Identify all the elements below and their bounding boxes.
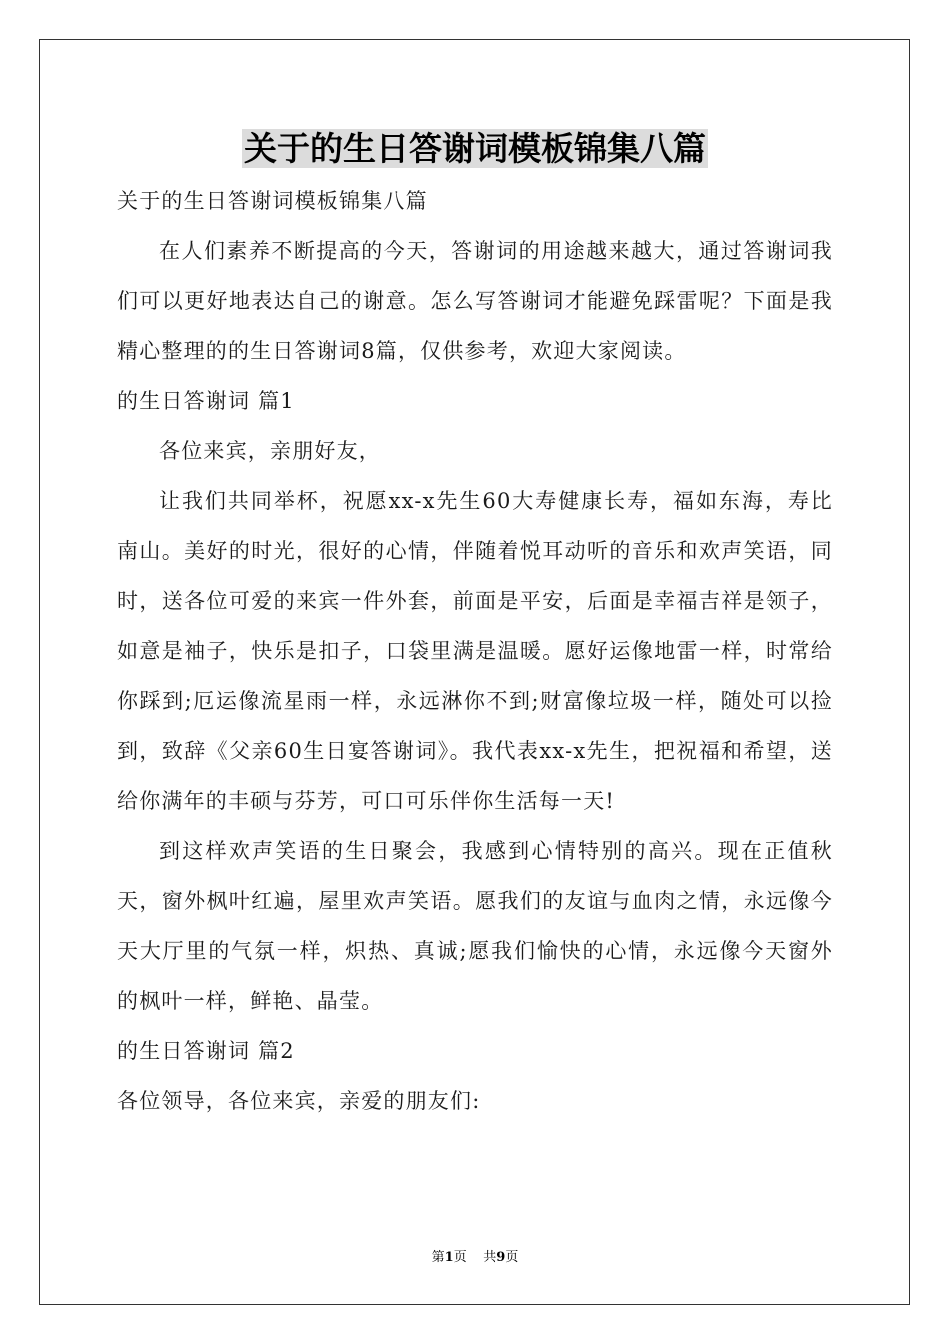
document-body bbox=[117, 176, 833, 1126]
page-footer bbox=[0, 1246, 950, 1265]
body-paragraph-1: 让我们共同举杯，祝愿xx-x先生60大寿健康长寿，福如东海，寿比南山。美好的时光，很好的心情，伴随着悦耳动听的音乐和欢声笑语，同时，送各位可爱的来宾一件外套，前面是平安，后面是幸福吉祥是领子，如意是袖子，快乐是扣子，口袋里满是温暖。愿好运像地雷一样，时常给你踩到;厄运像流星雨一样，永远淋你不到;财富像垃圾一样，随处可以捡到，致辞《父亲60生日宴答谢词》。我代表xx-x先生，把祝福和希望，送给你满年的丰硕与芬芳，可口可乐伴你生活每一天! bbox=[117, 489, 833, 813]
page-label-prefix: 第 bbox=[431, 1250, 445, 1265]
subtitle-paragraph: 关于的生日答谢词模板锦集八篇 bbox=[117, 189, 428, 213]
greeting-paragraph-2: 各位领导，各位来宾，亲爱的朋友们: bbox=[117, 1089, 481, 1113]
document-title-text: 关于的生日答谢词模板锦集八篇 bbox=[244, 129, 706, 168]
section-heading-2: 的生日答谢词 篇2 bbox=[117, 1039, 295, 1063]
document-title bbox=[0, 126, 950, 172]
greeting-paragraph-1: 各位来宾，亲朋好友， bbox=[159, 439, 381, 463]
total-label-suffix: 页 bbox=[505, 1250, 519, 1265]
page-number: 1 bbox=[444, 1250, 454, 1265]
page-label-suffix: 页 bbox=[453, 1250, 467, 1265]
section-heading-1: 的生日答谢词 篇1 bbox=[117, 389, 295, 413]
body-paragraph-2: 到这样欢声笑语的生日聚会，我感到心情特别的高兴。现在正值秋天，窗外枫叶红遍，屋里欢声笑语。愿我们的友谊与血肉之情，永远像今天大厅里的气氛一样，炽热、真诚;愿我们愉快的心情，永远像今天窗外的枫叶一样，鲜艳、晶莹。 bbox=[117, 839, 833, 1013]
total-pages: 9 bbox=[496, 1250, 506, 1265]
intro-paragraph: 在人们素养不断提高的今天，答谢词的用途越来越大，通过答谢词我们可以更好地表达自己的谢意。怎么写答谢词才能避免踩雷呢？下面是我精心整理的的生日答谢词8篇，仅供参考，欢迎大家阅读。 bbox=[117, 239, 833, 363]
total-label-prefix: 共 bbox=[483, 1250, 497, 1265]
